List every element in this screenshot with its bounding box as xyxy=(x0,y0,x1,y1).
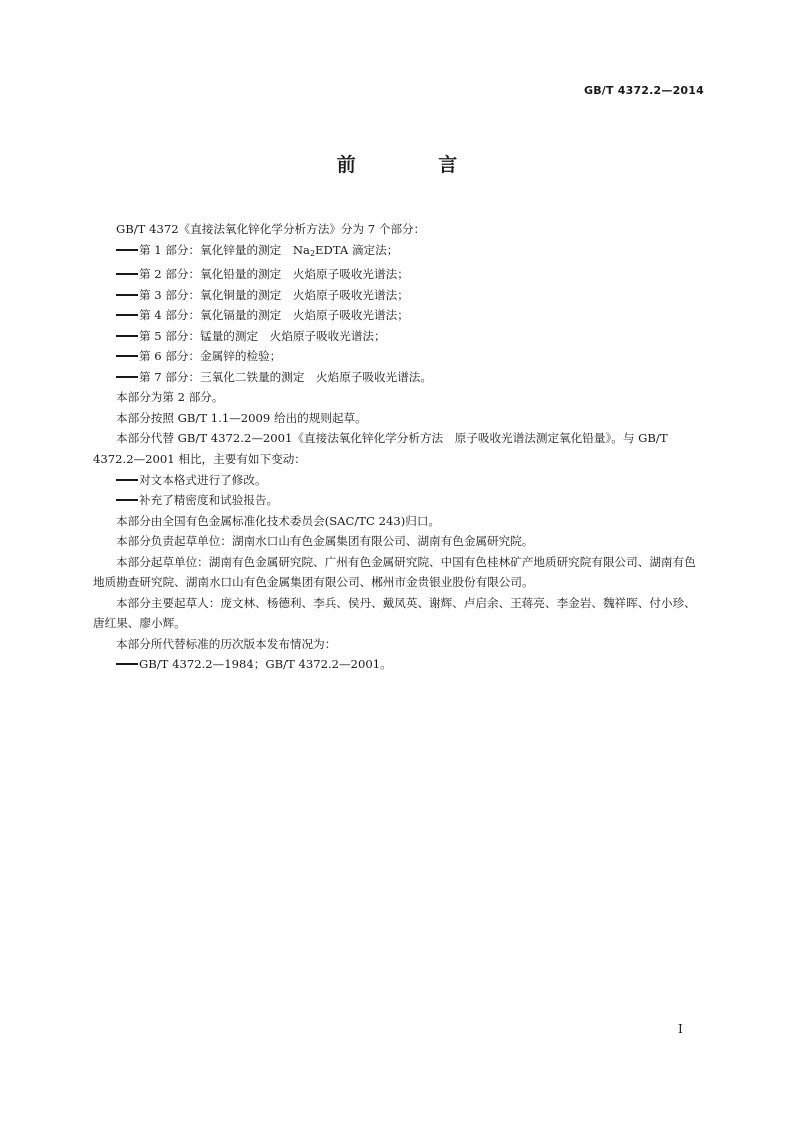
part-list-item: 第 4 部分：氧化镉量的测定 火焰原子吸收光谱法； xyxy=(93,305,705,326)
part-list-item: 第 1 部分：氧化锌量的测定 $Na_2EDTA$ 滴定法； xyxy=(93,240,705,265)
em-dash-icon xyxy=(116,294,138,296)
page-number: I xyxy=(678,1022,683,1036)
change-list-item: 补充了精密度和试验报告。 xyxy=(93,490,705,511)
part-list-item: 第 3 部分：氧化铜量的测定 火焰原子吸收光谱法； xyxy=(93,285,705,306)
standard-code: GB/T 4372.2—2014 xyxy=(583,84,704,97)
change-list-item: 对文本格式进行了修改。 xyxy=(93,470,705,491)
part-list-item: 第 5 部分：锰量的测定 火焰原子吸收光谱法； xyxy=(93,326,705,347)
em-dash-icon xyxy=(116,355,138,357)
em-dash-icon xyxy=(116,273,138,275)
em-dash-icon xyxy=(116,663,138,665)
part-list-item: 第 7 部分：三氧化二铁量的测定 火焰原子吸收光谱法。 xyxy=(93,367,705,388)
part-list-item: 第 2 部分：氧化铅量的测定 火焰原子吸收光谱法； xyxy=(93,264,705,285)
em-dash-icon xyxy=(116,335,138,337)
em-dash-icon xyxy=(116,479,138,481)
intro-paragraph: GB/T 4372《直接法氧化锌化学分析方法》分为 7 个部分： xyxy=(116,222,426,236)
history-intro-paragraph: 本部分所代替标准的历次版本发布情况为： xyxy=(116,636,337,651)
em-dash-icon xyxy=(116,376,138,378)
this-part-paragraph: 本部分为第 2 部分。 xyxy=(116,390,224,405)
replaces-paragraph: 本部分代替 GB/T 4372.2—2001《直接法氧化锌化学分析方法 原子吸收光谱法测定氧化铅量》。与 GB/T 4372.2—2001 相比，主要有如下变动： xyxy=(93,431,668,467)
history-list-item: GB/T 4372.2—1984；GB/T 4372.2—2001。 xyxy=(93,654,705,675)
foreword-body xyxy=(93,219,705,675)
responsible-units-paragraph: 本部分负责起草单位：湖南水口山有色金属集团有限公司、湖南有色金属研究院。 xyxy=(116,534,534,549)
em-dash-icon xyxy=(116,499,138,501)
page-title: 前 言 xyxy=(336,154,496,176)
committee-paragraph: 本部分由全国有色金属标准化技术委员会(SAC/TC 243)归口。 xyxy=(116,513,441,528)
drafting-rules-paragraph: 本部分按照 GB/T 1.1—2009 给出的规则起草。 xyxy=(116,410,367,425)
part-list-item: 第 6 部分：金属锌的检验； xyxy=(93,346,705,367)
em-dash-icon xyxy=(116,249,138,251)
drafting-units-paragraph: 本部分起草单位：湖南有色金属研究院、广州有色金属研究院、中国有色桂林矿产地质研究院有限公司、湖南有色地质勘查研究院、湖南水口山有色金属集团有限公司、郴州市金贵银业股份有限公司。 xyxy=(93,554,696,590)
em-dash-icon xyxy=(116,314,138,316)
drafters-paragraph: 本部分主要起草人：庞文林、杨德利、李兵、侯丹、戴凤英、谢辉、卢启余、王蒋亮、李金岩、魏祥晖、付小珍、唐红果、廖小辉。 xyxy=(93,595,696,631)
